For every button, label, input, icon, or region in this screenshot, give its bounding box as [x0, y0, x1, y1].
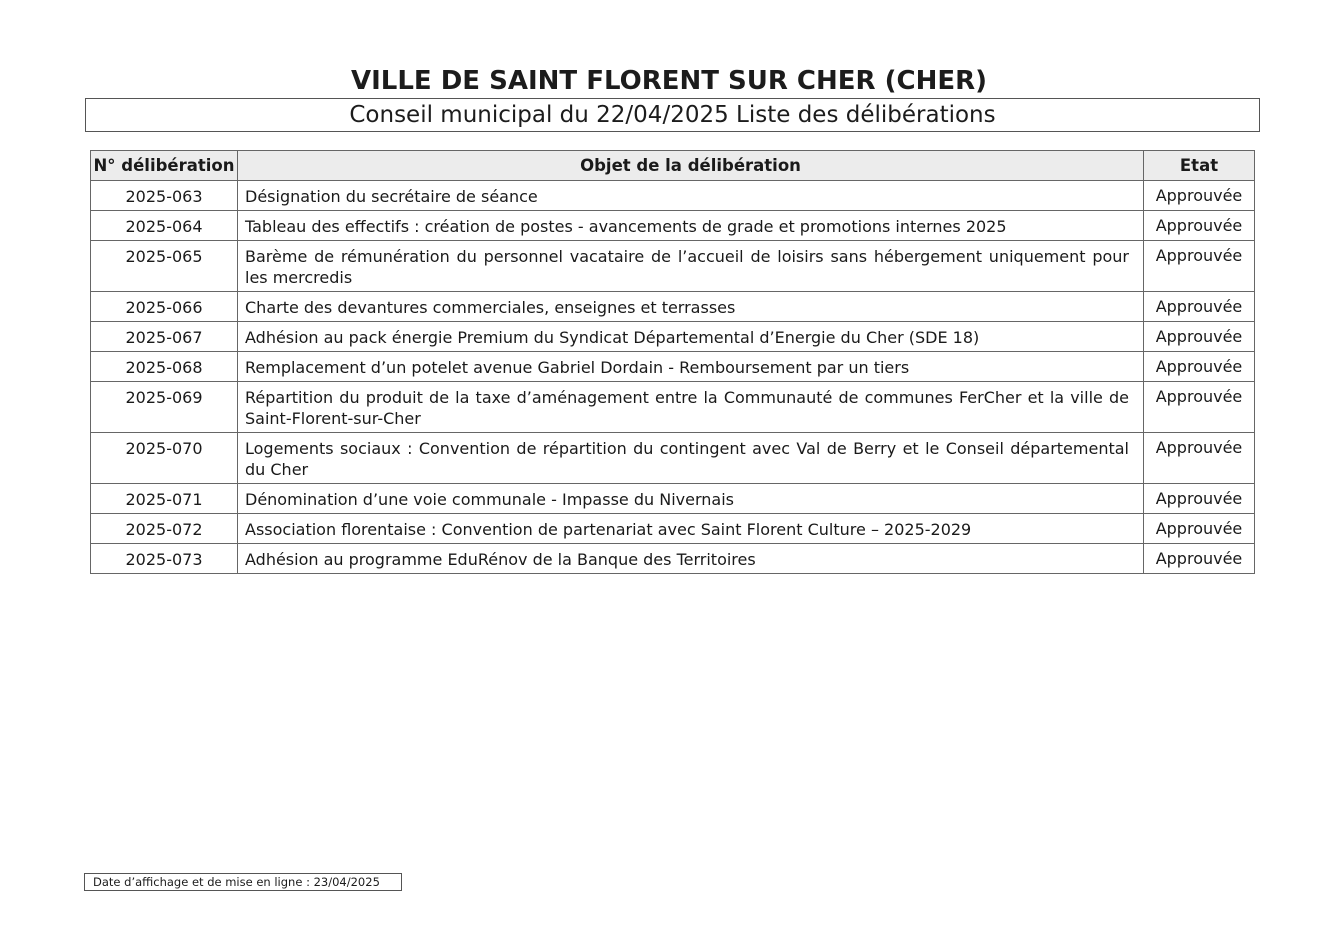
deliberation-object: Adhésion au pack énergie Premium du Syndicat Départemental d’Energie du Cher (SDE 18): [238, 322, 1144, 352]
deliberation-status: Approuvée: [1144, 514, 1255, 544]
deliberation-number: 2025-064: [91, 211, 238, 241]
table-row: [91, 241, 1255, 292]
header-object: Objet de la délibération: [238, 151, 1144, 181]
deliberation-number: 2025-073: [91, 544, 238, 574]
deliberation-object: Remplacement d’un potelet avenue Gabriel Dordain - Remboursement par un tiers: [238, 352, 1144, 382]
deliberation-object: Répartition du produit de la taxe d’aménagement entre la Communauté de communes FerCher et la ville de Saint-Florent-sur-Cher: [238, 382, 1144, 433]
table-row: [91, 382, 1255, 433]
header-status: Etat: [1144, 151, 1255, 181]
deliberation-status: Approuvée: [1144, 352, 1255, 382]
document-title: VILLE DE SAINT FLORENT SUR CHER (CHER): [350, 66, 987, 96]
deliberation-number: 2025-063: [91, 181, 238, 211]
table-row: [91, 544, 1255, 574]
deliberation-status: Approuvée: [1144, 382, 1255, 433]
header-number: N° délibération: [91, 151, 238, 181]
deliberations-table: [90, 150, 1255, 574]
deliberation-object: Tableau des effectifs : création de postes - avancements de grade et promotions internes 2025: [238, 211, 1144, 241]
deliberation-status: Approuvée: [1144, 211, 1255, 241]
deliberation-object: Barème de rémunération du personnel vacataire de l’accueil de loisirs sans hébergement uniquement pour les mercredis: [238, 241, 1144, 292]
table-row: [91, 181, 1255, 211]
deliberation-number: 2025-067: [91, 322, 238, 352]
deliberation-number: 2025-071: [91, 484, 238, 514]
deliberation-status: Approuvée: [1144, 322, 1255, 352]
deliberation-object: Logements sociaux : Convention de répartition du contingent avec Val de Berry et le Conseil départemental du Cher: [238, 433, 1144, 484]
deliberation-number: 2025-069: [91, 382, 238, 433]
table-header-row: [91, 151, 1255, 181]
deliberation-number: 2025-070: [91, 433, 238, 484]
table-row: [91, 514, 1255, 544]
deliberation-object: Dénomination d’une voie communale - Impasse du Nivernais: [238, 484, 1144, 514]
table-row: [91, 484, 1255, 514]
table-row: [91, 292, 1255, 322]
deliberation-object: Désignation du secrétaire de séance: [238, 181, 1144, 211]
deliberation-status: Approuvée: [1144, 484, 1255, 514]
posting-date-box: Date d’affichage et de mise en ligne : 23/04/2025: [84, 873, 402, 891]
deliberation-status: Approuvée: [1144, 292, 1255, 322]
deliberation-status: Approuvée: [1144, 181, 1255, 211]
deliberation-number: 2025-065: [91, 241, 238, 292]
deliberation-status: Approuvée: [1144, 544, 1255, 574]
deliberation-number: 2025-068: [91, 352, 238, 382]
deliberation-number: 2025-066: [91, 292, 238, 322]
deliberation-object: Association florentaise : Convention de partenariat avec Saint Florent Culture – 2025-2029: [238, 514, 1144, 544]
document-subtitle: Conseil municipal du 22/04/2025 Liste des délibérations: [85, 98, 1260, 132]
deliberation-status: Approuvée: [1144, 241, 1255, 292]
table-body: [91, 181, 1255, 574]
table-row: [91, 322, 1255, 352]
deliberation-object: Adhésion au programme EduRénov de la Banque des Territoires: [238, 544, 1144, 574]
table-row: [91, 352, 1255, 382]
table-row: [91, 433, 1255, 484]
deliberation-status: Approuvée: [1144, 433, 1255, 484]
deliberation-object: Charte des devantures commerciales, enseignes et terrasses: [238, 292, 1144, 322]
deliberation-number: 2025-072: [91, 514, 238, 544]
table-row: [91, 211, 1255, 241]
